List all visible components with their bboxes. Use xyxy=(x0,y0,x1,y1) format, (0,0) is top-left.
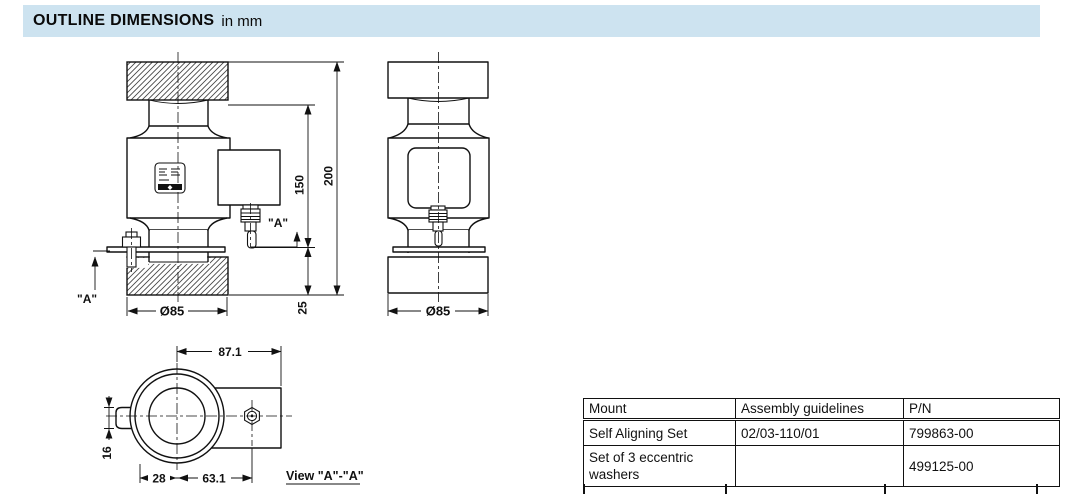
cell-mount: Self Aligning Set xyxy=(584,420,736,446)
cell-guidelines: 02/03-110/01 xyxy=(736,420,904,446)
top-view xyxy=(100,345,364,486)
dim-label-25: 25 xyxy=(295,301,310,315)
col-header-assembly-guidelines: Assembly guidelines xyxy=(736,399,904,420)
section-marker-left: "A" xyxy=(77,292,98,306)
cell-mount: Set of 3 eccentric washers xyxy=(584,446,736,487)
bottom-mounting-block-side xyxy=(388,257,488,293)
table-row xyxy=(584,446,1060,487)
section-marker-right: "A" xyxy=(268,216,289,230)
nameplate xyxy=(155,163,185,193)
table-border-stub xyxy=(884,484,886,494)
top-mounting-block xyxy=(127,62,228,100)
table-border-stub xyxy=(583,484,585,494)
col-header-pn: P/N xyxy=(904,399,1060,420)
unit-note: in mm xyxy=(221,12,263,30)
dim-label-150: 150 xyxy=(292,174,307,196)
table-header-row xyxy=(584,399,1060,420)
top-mounting-block-side xyxy=(388,62,488,98)
page-title: OUTLINE DIMENSIONS xyxy=(33,12,215,29)
mount-parts-table xyxy=(583,398,1060,487)
table-border-stub xyxy=(1036,484,1038,494)
table-border-stub xyxy=(725,484,727,494)
dim-label-200: 200 xyxy=(321,165,336,187)
view-a-a-caption: View "A"-"A" xyxy=(286,469,364,483)
base-plate xyxy=(107,247,225,252)
dim-label-28: 28 xyxy=(152,471,166,486)
section-line-right xyxy=(251,232,298,247)
side-view xyxy=(388,52,489,319)
dim-label-63-1: 63.1 xyxy=(202,471,226,486)
cell-pn: 499125-00 xyxy=(904,446,1060,487)
dim-label-diameter-side: Ø85 xyxy=(425,303,451,319)
front-view xyxy=(77,52,344,319)
table-row xyxy=(584,420,1060,446)
dim-label-16: 16 xyxy=(100,446,114,460)
dim-label-diameter-front: Ø85 xyxy=(159,303,185,319)
cell-guidelines xyxy=(736,446,904,487)
dim-label-87-1: 87.1 xyxy=(218,345,242,359)
junction-box xyxy=(218,150,280,205)
col-header-mount: Mount xyxy=(584,399,736,420)
cell-pn: 799863-00 xyxy=(904,420,1060,446)
base-plate-side xyxy=(393,247,485,252)
